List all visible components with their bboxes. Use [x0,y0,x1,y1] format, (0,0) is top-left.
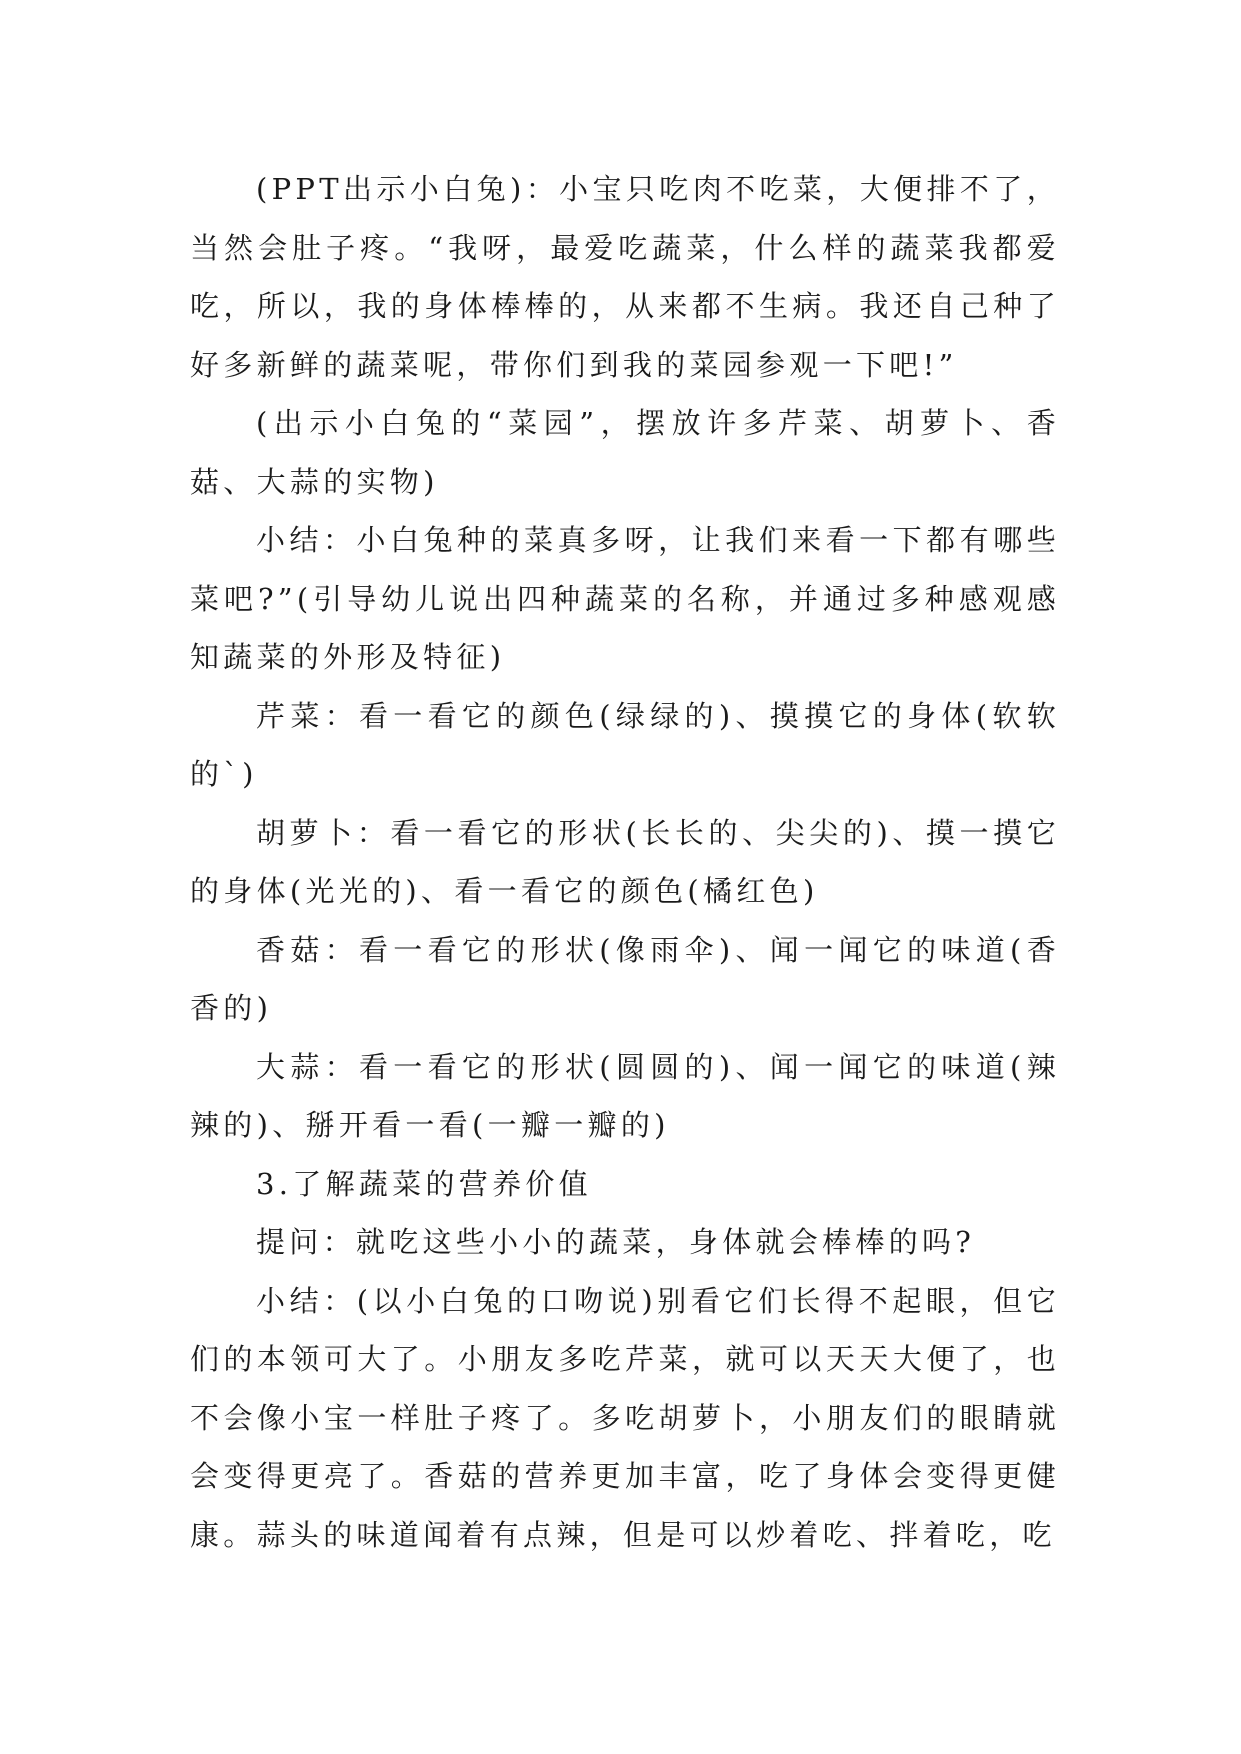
paragraph-celery: 芹菜：看一看它的颜色(绿绿的)、摸摸它的身体(软软的`) [190,698,1060,791]
paragraph-carrot: 胡萝卜：看一看它的形状(长长的、尖尖的)、摸一摸它的身体(光光的)、看一看它的颜色(橘红色) [190,815,1060,908]
paragraph-summary-vegetables: 小结：小白兔种的菜真多呀，让我们来看一下都有哪些菜吧?”(引导幼儿说出四种蔬菜的名称，并通过多种感观感知蔬菜的外形及特征) [190,523,1060,674]
paragraph-show-garden: (出示小白兔的“菜园”，摆放许多芹菜、胡萝卜、香菇、大蒜的实物) [190,406,1060,499]
paragraph-summary-nutrition: 小结：(以小白兔的口吻说)别看它们长得不起眼，但它们的本领可大了。小朋友多吃芹菜，就可以天天大便了，也不会像小宝一样肚子疼了。多吃胡萝卜，小朋友们的眼睛就会变得更亮了。香菇的营养更加丰富，吃了身体会变得更健康。蒜头的味道闻着有点辣，但是可以炒着吃、拌着吃，吃 [190,1283,1060,1552]
paragraph-question: 提问：就吃这些小小的蔬菜，身体就会棒棒的吗? [256,1225,976,1259]
paragraph-intro-rabbit: (PPT出示小白兔)：小宝只吃肉不吃菜，大便排不了，当然会肚子疼。“我呀，最爱吃蔬菜，什么样的蔬菜我都爱吃，所以，我的身体棒棒的，从来都不生病。我还自己种了好多新鲜的蔬菜呢，带你们到我的菜园参观一下吧!” [190,172,1060,382]
section-heading-nutrition: 3.了解蔬菜的营养价值 [256,1166,592,1201]
document-body [190,160,1060,1564]
paragraph-garlic: 大蒜：看一看它的形状(圆圆的)、闻一闻它的味道(辣辣的)、掰开看一看(一瓣一瓣的) [190,1049,1060,1142]
paragraph-mushroom: 香菇：看一看它的形状(像雨伞)、闻一闻它的味道(香香的) [190,932,1060,1025]
